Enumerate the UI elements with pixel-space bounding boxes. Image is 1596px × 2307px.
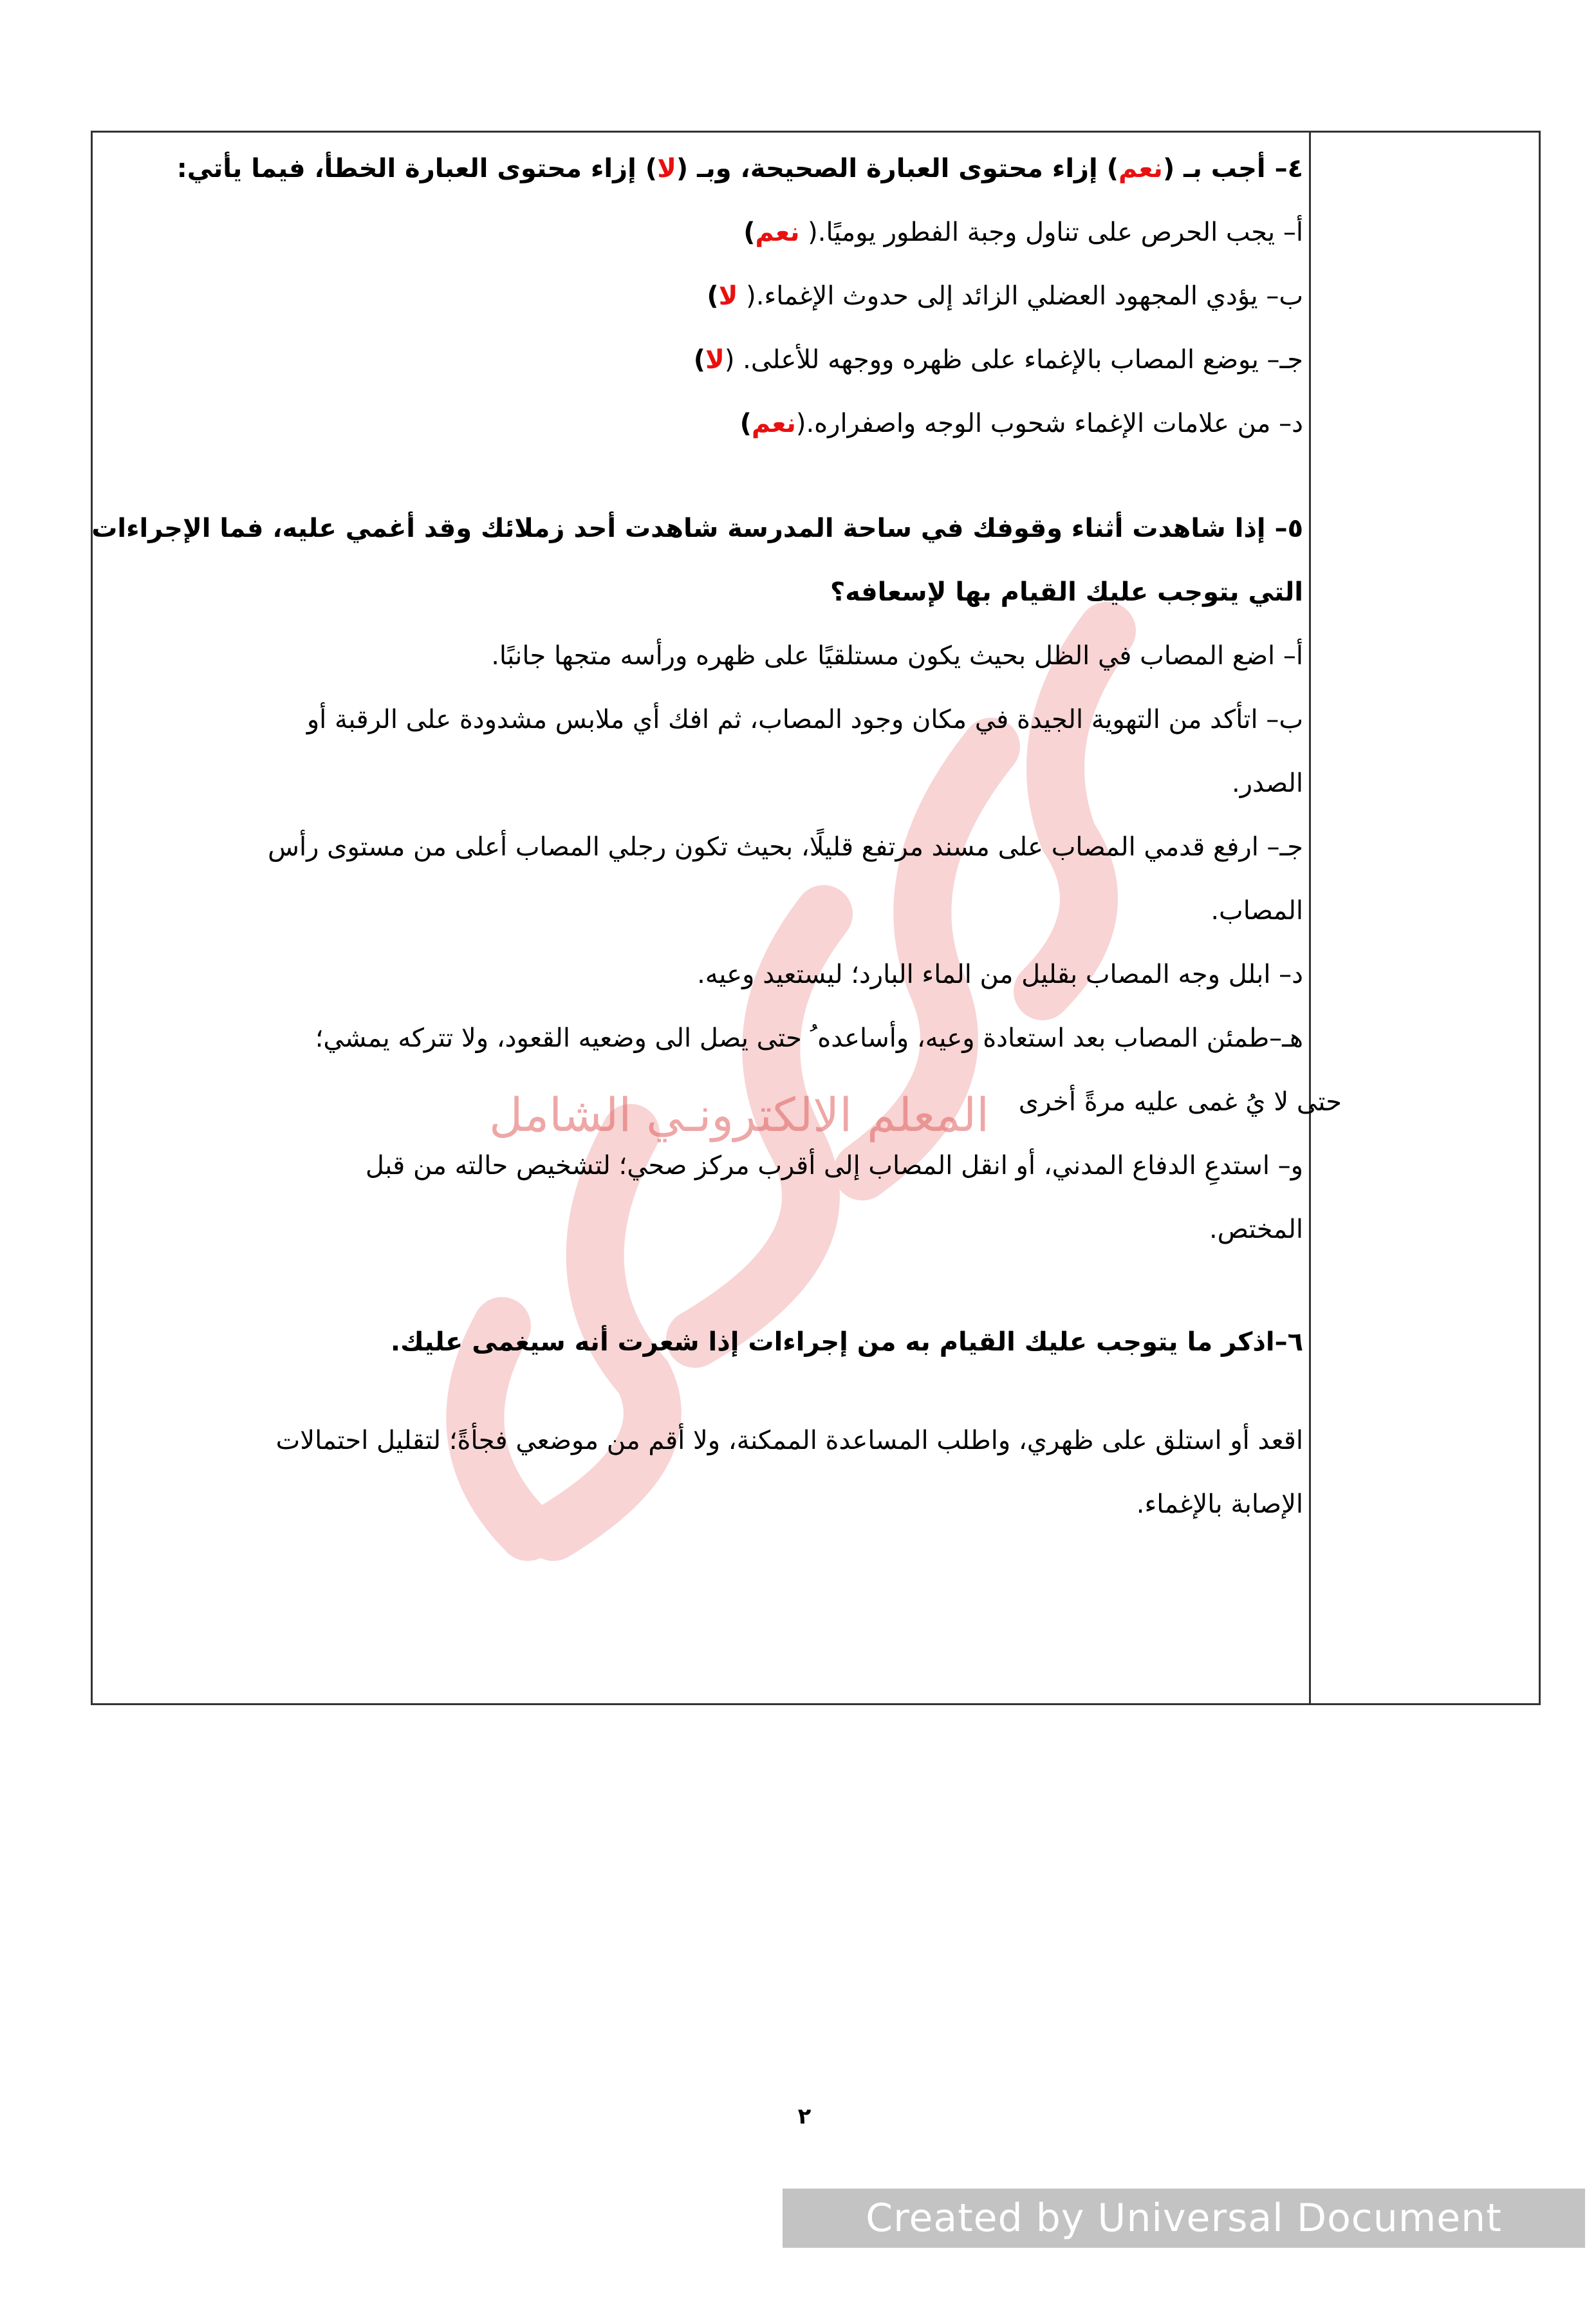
q4-item-a: أ– يجب الحرص على تناول وجبة الفطور يوميًا.( نعم) bbox=[743, 218, 1303, 247]
q4-item-c: جـ– يوضع المصاب بالإغماء على ظهره ووجهه للأعلى. (لا) bbox=[693, 345, 1303, 375]
spacer bbox=[109, 1374, 1303, 1409]
q4-item-b: ب– يؤدي المجهود العضلي الزائد إلى حدوث الإغماء.( لا) bbox=[707, 281, 1303, 311]
q5-title-line1: ٥– إذا شاهدت أثناء وقوفك في ساحة المدرسة شاهدت أحد زملائك وقد أغمي عليه، فما الإجراءات bbox=[91, 514, 1303, 543]
q4-item-d: د– من علامات الإغماء شحوب الوجه واصفراره.(نعم) bbox=[739, 409, 1303, 438]
watermark-text: المعلم الالكترونـي الشامل bbox=[489, 1088, 990, 1142]
spacer bbox=[109, 456, 1303, 497]
q6-answer-line1: اقعد أو استلق على ظهري، واطلب المساعدة الممكنة، ولا أقم من موضعي فجأةً؛ لتقليل احتمالات bbox=[275, 1426, 1303, 1455]
q5-item-c-line2: المصاب. bbox=[1211, 896, 1303, 926]
page-number: ٢ bbox=[797, 2104, 812, 2129]
q5-item-a: أ– اضع المصاب في الظل بحيث يكون مستلقيًا على ظهره ورأسه متجها جانبًا. bbox=[491, 641, 1303, 671]
converter-footer-banner: Created by Universal Document Converter bbox=[783, 2189, 1585, 2248]
q5-item-f-line2: المختص. bbox=[1209, 1215, 1303, 1244]
q6-answer-line2: الإصابة بالإغماء. bbox=[1136, 1490, 1303, 1519]
column-divider bbox=[1309, 131, 1311, 1705]
q4-title: ٤– أجب بـ (نعم) إزاء محتوى العبارة الصحيحة، وبـ (لا) إزاء محتوى العبارة الخطأ، فيما يأتي: bbox=[176, 154, 1303, 183]
q5-item-d: د– ابلل وجه المصاب بقليل من الماء البارد؛ ليستعيد وعيه. bbox=[697, 960, 1303, 989]
q5-title-line2: التي يتوجب عليك القيام بها لإسعافه؟ bbox=[830, 577, 1303, 607]
spacer bbox=[109, 1262, 1303, 1311]
q5-item-b-line2: الصدر. bbox=[1231, 769, 1303, 798]
q6-title: ٦–اذكر ما يتوجب عليك القيام به من إجراءات إذا شعرت أنه سيغمى عليك. bbox=[390, 1327, 1303, 1357]
q5-item-f-line1: و– استدعِ الدفاع المدني، أو انقل المصاب إلى أقرب مركز صحي؛ لتشخيص حالته من قبل bbox=[365, 1151, 1303, 1181]
q5-item-e-line2: حتى لا يُ غمى عليه مرةً أخرى bbox=[1018, 1087, 1342, 1117]
q5-item-b-line1: ب– اتأكد من التهوية الجيدة في مكان وجود المصاب، ثم افك أي ملابس مشدودة على الرقبة أو bbox=[306, 705, 1303, 734]
q5-item-e-line1: هـ–طمئن المصاب بعد استعادة وعيه، وأساعده ُ حتى يصل الى وضعيه القعود، ولا تتركه يمشي؛ bbox=[315, 1023, 1303, 1053]
q5-item-c-line1: جـ– ارفع قدمي المصاب على مسند مرتفع قليلًا، بحيث تكون رجلي المصاب أعلى من مستوى رأس bbox=[268, 832, 1303, 862]
document-body bbox=[91, 137, 1342, 1536]
